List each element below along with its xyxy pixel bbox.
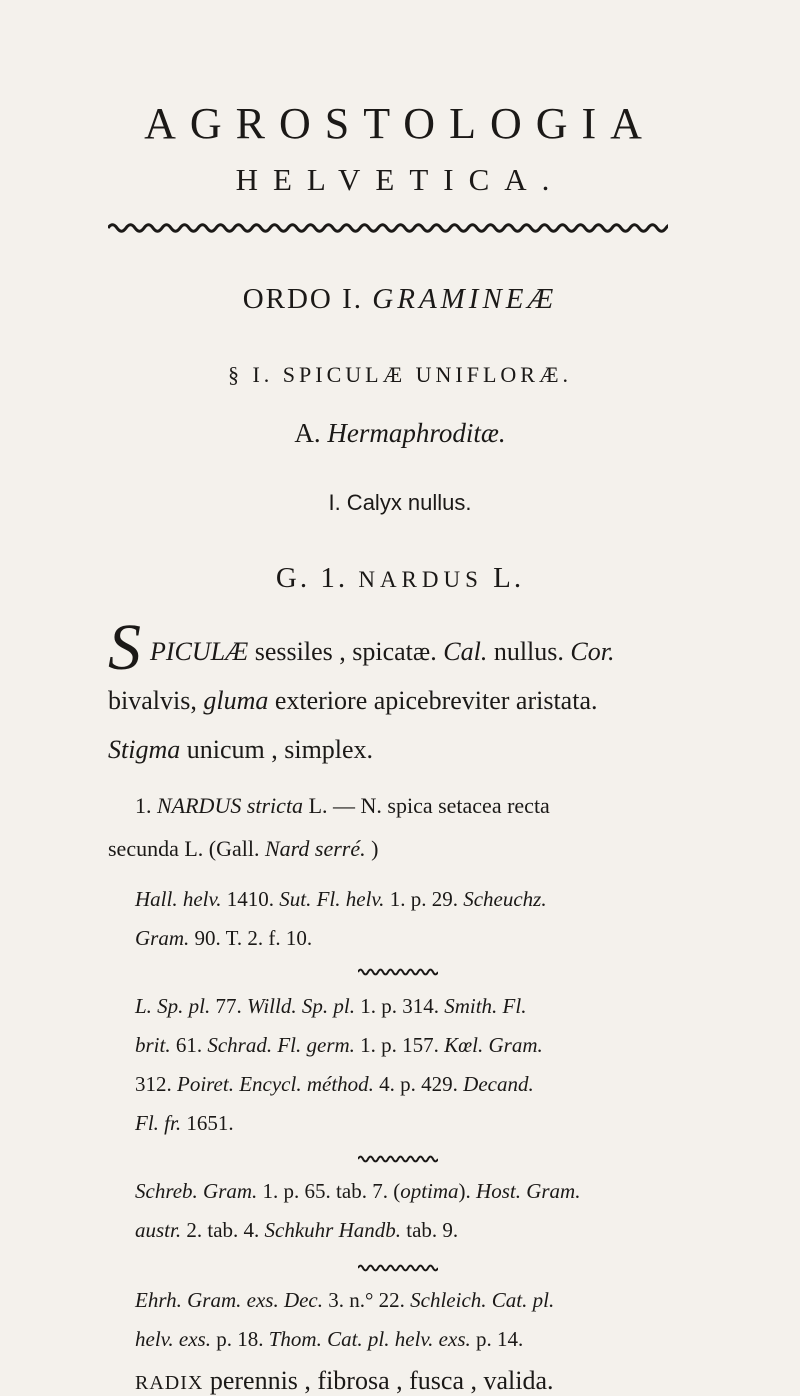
text-run: L. Sp. pl. — [135, 994, 211, 1018]
book-subtitle: HELVETICA. — [235, 162, 565, 197]
subsection-heading — [0, 418, 800, 449]
text-run: nullus. — [487, 637, 571, 666]
text-run: bivalvis, — [108, 686, 204, 715]
text-run: Sut. Fl. helv. — [279, 887, 385, 911]
text-run: optima — [400, 1179, 459, 1203]
order-name: GRAMINEÆ — [372, 283, 558, 315]
radix-label: RADIX — [135, 1372, 204, 1394]
text-run: unicum , simplex. — [180, 735, 374, 764]
citation-2-line-4 — [135, 1111, 234, 1136]
drop-cap: S — [108, 611, 141, 684]
book-title: AGROSTOLOGIA — [144, 99, 656, 148]
citation-2-line-3 — [135, 1072, 534, 1097]
text-run: PICULÆ — [150, 637, 249, 666]
section-heading: § I. SPICULÆ UNIFLORÆ. — [227, 362, 573, 387]
description-line-2 — [108, 686, 597, 716]
radix-line — [135, 1366, 554, 1396]
text-run: NARDUS stricta — [157, 793, 304, 818]
citation-2-line-1 — [135, 994, 526, 1019]
text-run: p. 18. — [210, 1327, 269, 1351]
genus-name: NARDUS — [358, 567, 483, 592]
text-run: Thom. Cat. pl. helv. exs. — [268, 1327, 471, 1351]
text-run: 61. — [170, 1033, 208, 1057]
text-run: ) — [365, 836, 379, 861]
group-heading: I. Calyx nullus. — [328, 490, 472, 515]
order-label: ORDO I. — [242, 283, 364, 315]
text-run: Scheuchz. — [463, 887, 547, 911]
description-line-3 — [108, 735, 373, 765]
text-run: Stigma — [108, 735, 181, 764]
genus-author: L. — [493, 562, 525, 594]
text-run: Fl. fr. — [135, 1111, 182, 1135]
text-run: 312. — [135, 1072, 177, 1096]
text-run: Nard serré. — [265, 836, 366, 861]
text-run: 77. — [210, 994, 248, 1018]
text-run: secunda L. (Gall. — [108, 836, 265, 861]
text-run: p. 14. — [470, 1327, 524, 1351]
text-run: Schleich. Cat. pl. — [410, 1288, 555, 1312]
genus-heading — [0, 562, 800, 595]
text-run: Cor. — [570, 637, 615, 666]
text-run: L. — N. spica setacea recta — [303, 793, 550, 818]
citation-4-line-2 — [135, 1327, 523, 1352]
text-run: 1651. — [181, 1111, 234, 1135]
text-run: ). — [458, 1179, 477, 1203]
text-run: 3. n.° 22. — [323, 1288, 411, 1312]
separator-wave — [358, 1262, 438, 1274]
text-run: 90. T. 2. f. 10. — [189, 926, 313, 950]
separator-wave — [358, 1153, 438, 1165]
citation-2-line-2 — [135, 1033, 543, 1058]
text-run: Poiret. Encycl. méthod. — [177, 1072, 374, 1096]
text-run: helv. exs. — [135, 1327, 211, 1351]
text-run: Ehrh. Gram. exs. Dec. — [135, 1288, 323, 1312]
text-run: Smith. Fl. — [444, 994, 527, 1018]
text-run: 1. p. 157. — [354, 1033, 445, 1057]
subsection-name: Hermaphroditæ. — [327, 418, 506, 448]
text-run: 1410. — [221, 887, 280, 911]
species-line-1 — [135, 793, 550, 819]
subsection-letter: A. — [294, 418, 321, 448]
text-run: brit. — [135, 1033, 171, 1057]
text-run: austr. — [135, 1218, 182, 1242]
text-run: exteriore apicebreviter aristata. — [268, 686, 598, 715]
separator-wave — [358, 966, 438, 978]
radix-text: perennis , fibrosa , fusca , valida. — [203, 1366, 554, 1395]
citation-4-line-1 — [135, 1288, 554, 1313]
text-run: Decand. — [463, 1072, 534, 1096]
order-heading — [0, 283, 800, 316]
text-run: 2. tab. 4. — [181, 1218, 265, 1242]
citation-3-line-2 — [135, 1218, 458, 1243]
text-run: 1. p. 29. — [384, 887, 464, 911]
ornamental-rule — [108, 220, 668, 236]
text-run: 4. p. 429. — [373, 1072, 464, 1096]
text-run: gluma — [203, 686, 269, 715]
text-run: 1. — [135, 793, 157, 818]
text-run: Hall. helv. — [135, 887, 222, 911]
species-line-2 — [108, 836, 378, 862]
text-run: tab. 9. — [401, 1218, 459, 1242]
text-run: Host. Gram. — [476, 1179, 581, 1203]
text-run: Kœl. Gram. — [444, 1033, 543, 1057]
genus-prefix: G. 1. — [275, 562, 349, 594]
text-run: 1. p. 314. — [354, 994, 445, 1018]
citation-1-line-1 — [135, 887, 547, 912]
text-run: Gram. — [135, 926, 190, 950]
description-line-1 — [150, 637, 614, 667]
text-run: 1. p. 65. tab. 7. ( — [257, 1179, 401, 1203]
text-run: Schrad. Fl. germ. — [207, 1033, 355, 1057]
text-run: sessiles , spicatæ. — [248, 637, 444, 666]
citation-3-line-1 — [135, 1179, 580, 1204]
text-run: Cal. — [443, 637, 488, 666]
text-run: Willd. Sp. pl. — [247, 994, 355, 1018]
text-run: Schkuhr Handb. — [264, 1218, 401, 1242]
text-run: Schreb. Gram. — [135, 1179, 258, 1203]
citation-1-line-2 — [135, 926, 312, 951]
